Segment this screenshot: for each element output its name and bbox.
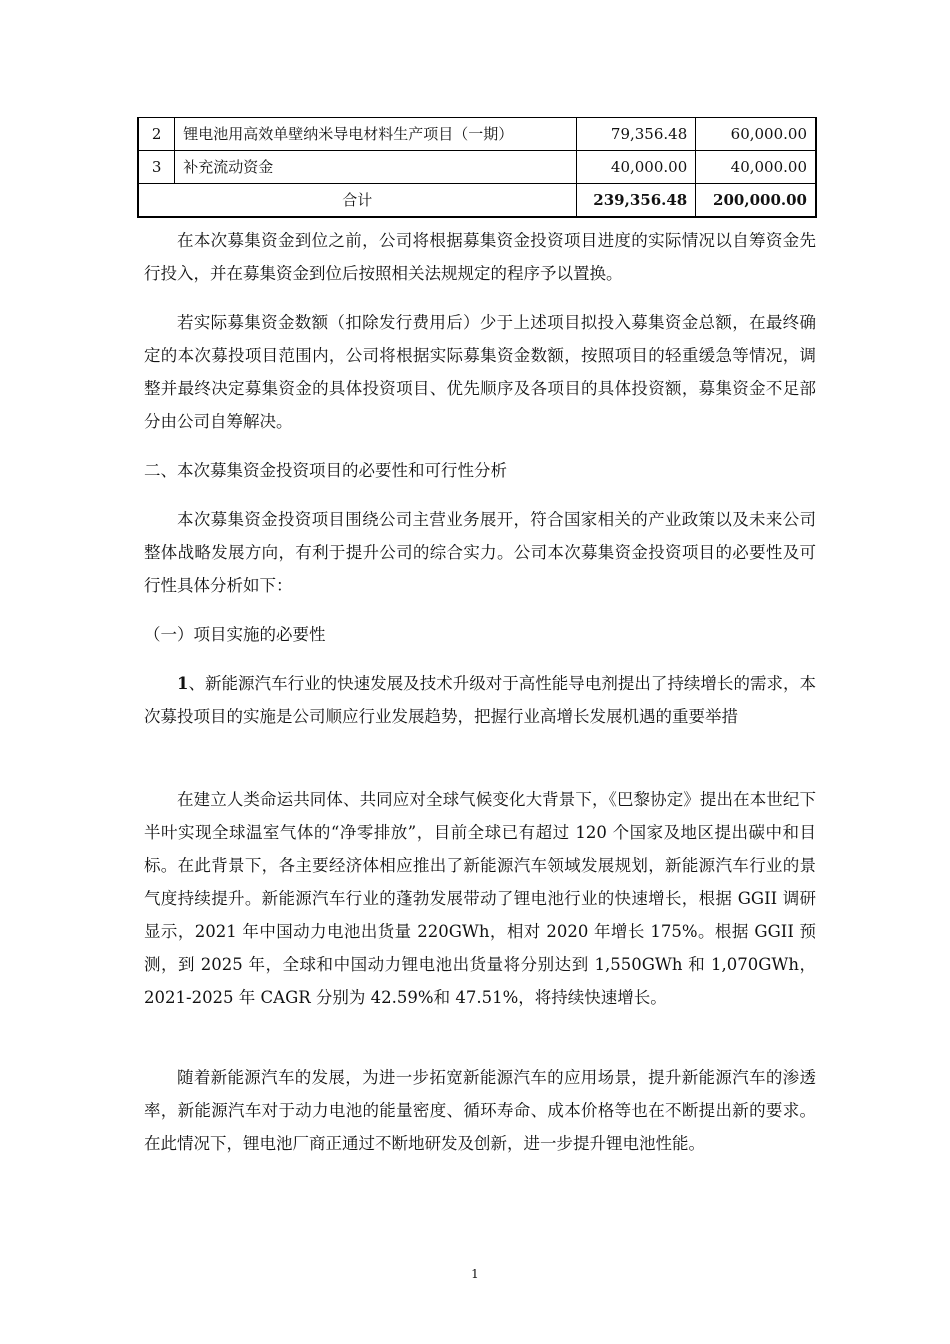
row-number: 2 [138,118,175,151]
total-investment-sum: 239,356.48 [576,184,696,218]
raised-funds-sum: 200,000.00 [696,184,816,218]
table-total-row [138,184,816,218]
point-1-text: 、新能源汽车行业的快速发展及技术升级对于高性能导电剂提出了持续增长的需求，本次募投项目的实施是公司顺应行业发展趋势，把握行业高增长发展机遇的重要举措 [144,674,816,726]
project-name: 补充流动资金 [175,151,576,184]
paragraph-industry-background: 在建立人类命运共同体、共同应对全球气候变化大背景下，《巴黎协定》提出在本世纪下半叶实现全球温室气体的“净零排放”，目前全球已有超过 120 个国家及地区提出碳中和目标。在此背景下，各主要经济体相应推出了新能源汽车领域发展规划，新能源汽车行业的景气度持续提升。新能源汽车行业的蓬勃发展带动了锂电池行业的快速增长，根据 GGII 调研显示，2021 年中国动力电池出货量 220GWh，相对 2020 年增长 175%。根据 GGII 预测，到 2025 年，全球和中国动力锂电池出货量将分别达到 1,550GWh 和 1,070GWh，2021-2025 年 CAGR 分别为 42.59%和 47.51%，将持续快速增长。 [144,790,816,1007]
paragraph-project-overview: 本次募集资金投资项目围绕公司主营业务展开，符合国家相关的产业政策以及未来公司整体战略发展方向，有利于提升公司的综合实力。公司本次募集资金投资项目的必要性及可行性具体分析如下： [144,510,816,595]
page-number: 1 [471,1267,479,1281]
point-number: 1 [177,674,189,693]
total-label: 合计 [138,184,576,218]
total-investment: 79,356.48 [576,118,696,151]
raised-funds: 40,000.00 [696,151,816,184]
total-investment: 40,000.00 [576,151,696,184]
paragraph-point-1 [144,667,816,733]
fund-allocation-table [137,117,817,218]
paragraph-funds-before-arrival: 在本次募集资金到位之前，公司将根据募集资金投资项目进度的实际情况以自筹资金先行投入，并在募集资金到位后按照相关法规规定的程序予以置换。 [144,231,816,283]
row-number: 3 [138,151,175,184]
project-name: 锂电池用高效单壁纳米导电材料生产项目（一期） [175,118,576,151]
table-row [138,118,816,151]
raised-funds: 60,000.00 [696,118,816,151]
paragraph-battery-requirements: 随着新能源汽车的发展，为进一步拓宽新能源汽车的应用场景，提升新能源汽车的渗透率，新能源汽车对于动力电池的能量密度、循环寿命、成本价格等也在不断提出新的要求。在此情况下，锂电池厂商正通过不断地研发及创新，进一步提升锂电池性能。 [144,1068,816,1153]
table-row [138,151,816,184]
section-heading-2: 二、本次募集资金投资项目的必要性和可行性分析 [144,461,507,480]
subsection-heading-necessity: （一）项目实施的必要性 [144,625,326,644]
paragraph-funds-shortfall: 若实际募集资金数额（扣除发行费用后）少于上述项目拟投入募集资金总额，在最终确定的本次募投项目范围内，公司将根据实际募集资金数额，按照项目的轻重缓急等情况，调整并最终决定募集资金的具体投资项目、优先顺序及各项目的具体投资额，募集资金不足部分由公司自筹解决。 [144,313,816,431]
